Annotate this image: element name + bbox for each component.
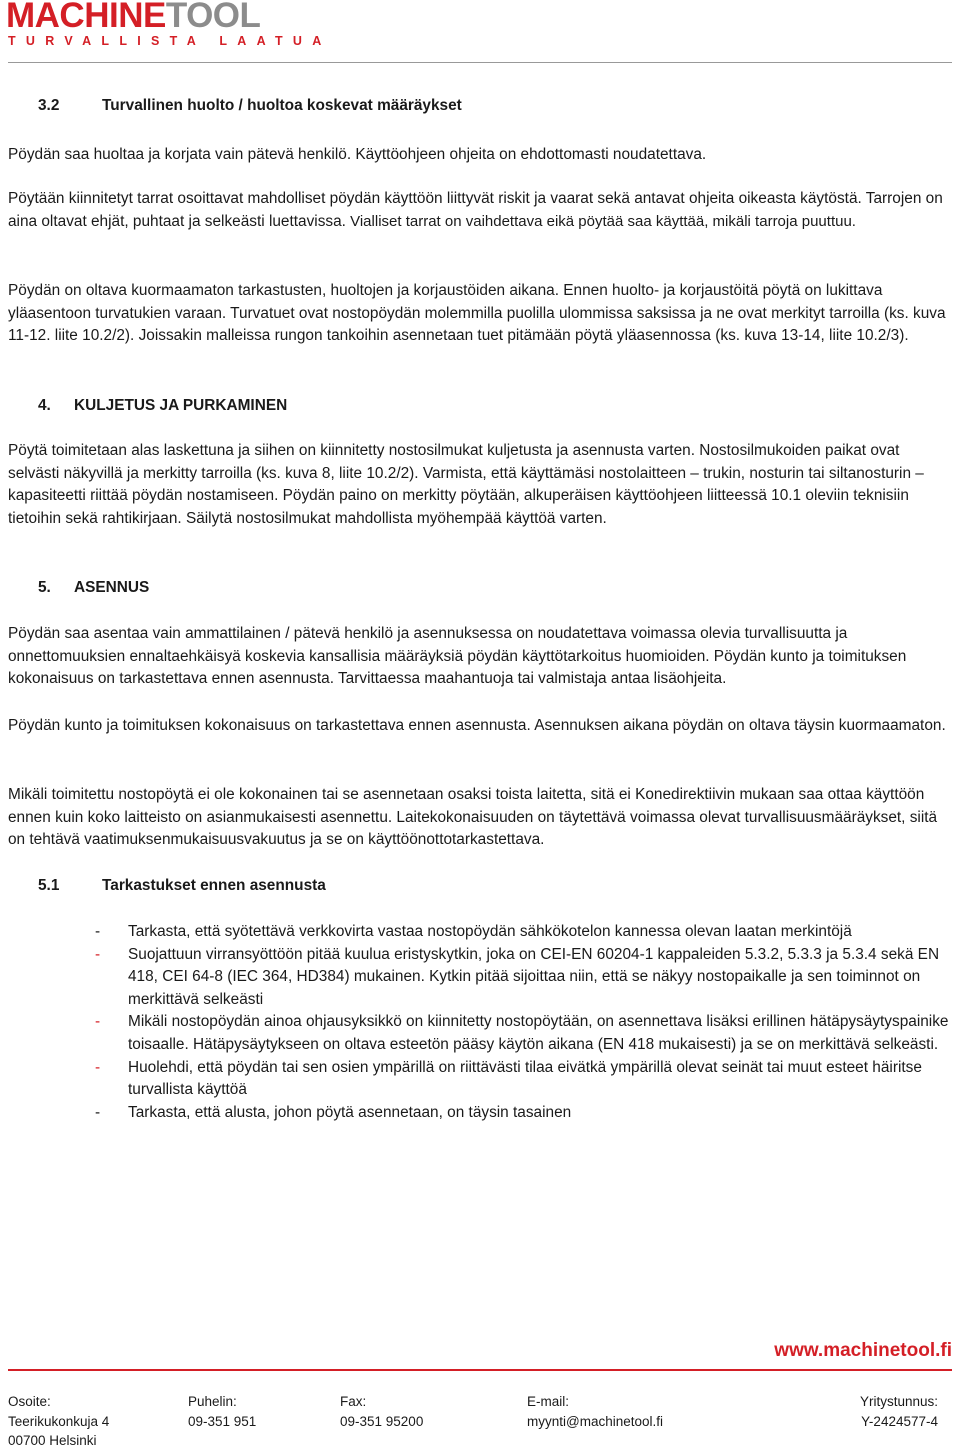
list-bullet: -: [95, 1013, 101, 1031]
list-item-text: Suojattuun virransyöttöön pitää kuulua eristyskytkin, joka on CEI-EN 60204-1 kappaleiden 5.3.2, 5.3.3 ja 5.3.4 sekä EN 418, CEI 64-8 (IEC 364, HD384) mukainen. Kytkin pitää sijoittaa niin, että se näkyy nostopaikalle ja sen toiminnot on merkittävä selkeästi: [128, 945, 940, 1008]
list-item: [95, 944, 955, 1012]
checklist: [95, 921, 955, 1124]
company-logo: [6, 0, 332, 52]
logo-wordmark: [6, 0, 260, 34]
phone-label: Puhelin:: [188, 1394, 237, 1409]
section-heading-3-2: [38, 95, 938, 118]
footer-divider: [8, 1369, 952, 1371]
fax-value: 09-351 95200: [340, 1413, 424, 1429]
list-item: [95, 1057, 955, 1102]
logo-tagline: TURVALLISTA LAATUA: [8, 34, 332, 48]
section-title: KULJETUS JA PURKAMINEN: [74, 397, 288, 414]
paragraph-unloaded-service: Pöydän on oltava kuormaamaton tarkastusten, huoltojen ja korjaustöiden aikana. Ennen huolto- ja korjaustöitä pöytä on lukittava yläasentoon turvatukien varaan. Turvatuet ovat nostopöydän molemmilla puolilla ulommissa saksissa ja ne ovat merkityt tarroilla (ks. kuva 11-12. liite 10.2/2). Joissakin malleissa rungon tankoihin asennetaan tuet pitämään pöytä yläasennossa (ks. kuva 13-14, liite 10.2/3).: [8, 282, 946, 345]
paragraph-machine-directive: Mikäli toimitettu nostopöytä ei ole kokonainen tai se asennetaan osaksi toista laitetta, sitä ei Konedirektiivin mukaan saa ottaa käyttöön ennen kuin koko laitteisto on asianmukaisesti asennettu. Laitekokonaisuuden on täytettävä voimassa olevat turvallisuusmääräykset, siitä on tehtävä vaatimuksenmukaisuusvakuutus ja se on käyttöönottotarkastettava.: [8, 786, 938, 849]
section-heading-5-1: [38, 875, 938, 898]
list-bullet: -: [95, 1058, 101, 1076]
section-heading-5: [38, 577, 938, 600]
paragraph-labels-part2: Vialliset tarrat on vaihdettava eikä pöytää saa käyttää, mikäli tarroja puuttuu.: [345, 212, 856, 230]
paragraph-service-staff: Pöydän saa huoltaa ja korjata vain pätevä henkilö. Käyttöohjeen ohjeita on ehdottomasti noudatettava.: [8, 146, 707, 163]
section-heading-4: [38, 395, 938, 418]
paragraph-transport: Pöytä toimitetaan alas laskettuna ja siihen on kiinnitetty nostosilmukat kuljetusta ja asennusta varten. Nostosilmukoiden paikat ovat selvästi näkyvillä ja merkitty tarroilla (ks. kuva 8, liite 10.2/2). Varmista, että käyttämäsi nostolaitteen – trukin, nosturin tai siltanosturin – kapasiteetti riittää pöydän nostamiseen. Pöydän paino on merkitty pöytään, alkuperäisen käyttöohjeen liitteessä 10.1 oleviin teknisiin tietoihin sekä rahtikirjaan. Säilytä nostosilmukat mahdollista myöhempää käyttöä varten.: [8, 442, 924, 527]
list-item-text: Tarkasta, että alusta, johon pöytä asennetaan, on täysin tasainen: [128, 1103, 572, 1121]
address-line1: Teerikukonkuja 4: [8, 1413, 110, 1429]
list-bullet: -: [95, 923, 101, 940]
address-label: Osoite:: [8, 1394, 51, 1409]
footer-phone: [188, 1392, 256, 1431]
footer-company: [860, 1392, 938, 1431]
paragraph-labels-part1: Pöytään kiinnitetyt tarrat osoittavat mahdolliset pöydän käyttöön liittyvät riskit ja vaarat sekä antavat ohjeita oikeasta käytöstä. Tarrojen on aina oltavat ehjät, puhtaat ja selkeästi luettavissa.: [8, 190, 943, 230]
company-label: Yritystunnus:: [859, 1394, 938, 1409]
list-item-text: Mikäli nostopöydän ainoa ohjausyksikkö on kiinnitetty nostopöytään, on asennettava lisäksi erillinen hätäpysäytyspainike toisaalle. Hätäpysäytykseen on oltava esteetön pääsy käytön aikana (EN 418 mukaisesti) ja se on merkittävä selkeästi.: [128, 1013, 949, 1053]
list-item-text: Tarkasta, että syötettävä verkkovirta vastaa nostopöydän sähkökotelon kannessa olevan laatan merkintöjä: [128, 923, 852, 940]
section-number: 5.: [38, 579, 51, 596]
list-item: [95, 1011, 955, 1056]
section-title: Tarkastukset ennen asennusta: [102, 877, 326, 894]
email-link[interactable]: myynti@machinetool.fi: [527, 1413, 664, 1429]
email-label: E-mail:: [527, 1394, 570, 1409]
header-divider: [8, 62, 952, 63]
list-item: [95, 1102, 955, 1125]
paragraph-installation-qualified: Pöydän saa asentaa vain ammattilainen / pätevä henkilö ja asennuksessa on noudatettava voimassa olevia turvallisuutta ja onnettomuuksien ennaltaehkäisyä koskevia kansallisia määräyksiä pöydän käyttötarkoitus huomioiden. Pöydän kunto ja toimituksen kokonaisuus on tarkastettava ennen asennusta. Tarvittaessa maahantuoja tai valmistaja antaa lisäohjeita.: [8, 625, 907, 688]
section-number: 4.: [38, 397, 51, 414]
section-title: ASENNUS: [74, 579, 150, 596]
website-link[interactable]: www.machinetool.fi: [774, 1340, 952, 1361]
logo-part-tool: TOOL: [165, 0, 261, 35]
section-title: Turvallinen huolto / huoltoa koskevat määräykset: [102, 97, 462, 114]
fax-label: Fax:: [340, 1394, 367, 1409]
paragraph-installation-condition: Pöydän kunto ja toimituksen kokonaisuus on tarkastettava ennen asennusta. Asennuksen aikana pöydän on oltava täysin kuormaamaton.: [8, 717, 946, 734]
section-number: 5.1: [38, 877, 60, 894]
list-item: [95, 921, 955, 944]
company-id: Y-2424577-4: [861, 1413, 938, 1429]
list-bullet: -: [95, 1103, 101, 1121]
footer-fax: [340, 1392, 423, 1431]
section-number: 3.2: [38, 97, 60, 114]
phone-value: 09-351 951: [188, 1413, 257, 1429]
address-line2: 00700 Helsinki: [8, 1433, 97, 1448]
logo-part-machine: MACHINE: [6, 0, 166, 35]
paragraph-labels: [8, 188, 952, 233]
list-bullet: -: [95, 945, 101, 963]
footer-address: [8, 1392, 109, 1451]
list-item-text: Huolehdi, että pöydän tai sen osien ympärillä on riittävästi tilaa eivätkä ympärillä olevat seinät tai muut esteet häiritse turvallista käyttöä: [128, 1058, 922, 1099]
footer-email: [527, 1392, 663, 1431]
